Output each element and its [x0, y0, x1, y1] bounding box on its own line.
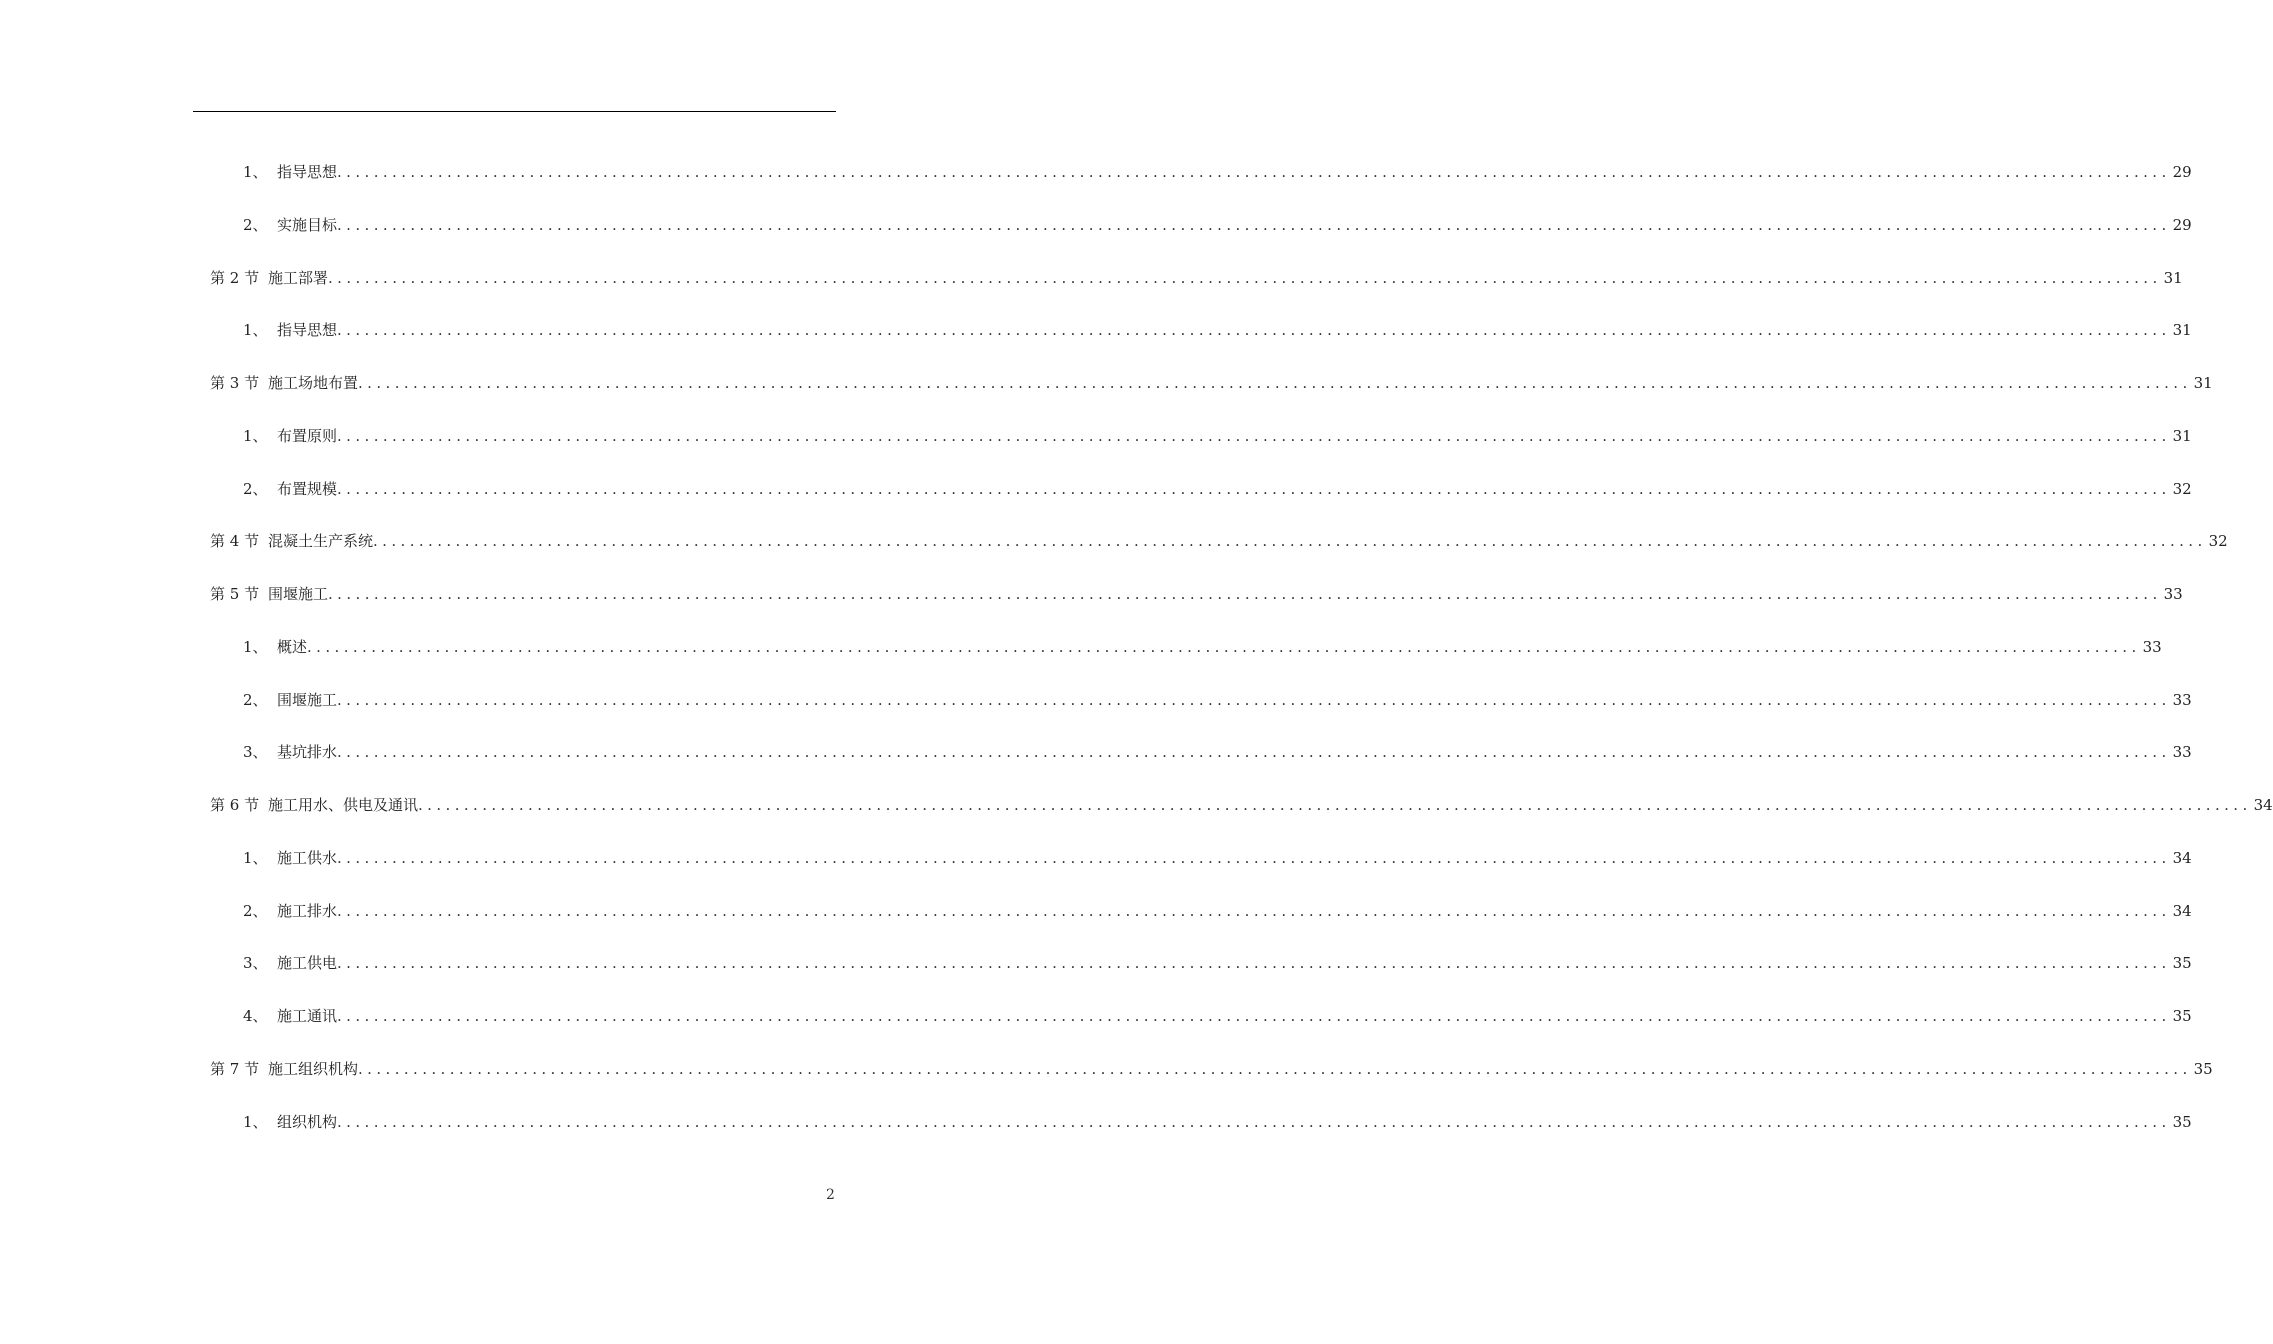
toc-entry-number: 4、 [243, 1007, 268, 1025]
toc-entry-number: 第 7 节 [210, 1060, 260, 1078]
toc-entry[interactable] [243, 897, 2192, 921]
toc-entry-page: 35 [2193, 1060, 2213, 1078]
toc-dot-leader: ........................................................................................................................................................................................................ [337, 954, 2171, 972]
toc-entry[interactable] [210, 264, 2183, 288]
toc-dot-leader: ........................................................................................................................................................................................................ [337, 427, 2171, 445]
toc-entry[interactable] [210, 369, 2213, 393]
toc-entry[interactable] [243, 686, 2192, 710]
toc-entry-number: 1、 [243, 1113, 268, 1131]
toc-dot-leader: ........................................................................................................................................................................................................ [358, 374, 2192, 392]
toc-dot-leader: ........................................................................................................................................................................................................ [337, 216, 2171, 234]
toc-entry-number: 3、 [243, 743, 268, 761]
toc-entry-number: 第 6 节 [210, 796, 260, 814]
toc-entry-number: 第 3 节 [210, 374, 260, 392]
toc-entry-number: 1、 [243, 321, 268, 339]
toc-entry-title: 指导思想 [277, 163, 338, 181]
toc-entry-page: 34 [2172, 902, 2192, 920]
toc-entry[interactable] [243, 1002, 2192, 1026]
toc-entry-page: 29 [2172, 163, 2192, 181]
toc-entry[interactable] [243, 949, 2192, 973]
toc-entry-page: 31 [2193, 374, 2213, 392]
toc-entry-title: 围堰施工 [268, 585, 329, 603]
toc-dot-leader: ........................................................................................................................................................................................................ [418, 796, 2252, 814]
toc-dot-leader: ........................................................................................................................................................................................................ [337, 1007, 2171, 1025]
toc-entry-number: 2、 [243, 902, 268, 920]
toc-entry[interactable] [210, 791, 2273, 815]
toc-entry-page: 35 [2172, 1007, 2192, 1025]
toc-entry[interactable] [210, 580, 2183, 604]
toc-entry-title: 概述 [277, 638, 308, 656]
toc-dot-leader: ........................................................................................................................................................................................................ [337, 321, 2171, 339]
toc-entry-number: 2、 [243, 216, 268, 234]
toc-entry[interactable] [243, 1108, 2192, 1132]
toc-entry-page: 31 [2172, 321, 2192, 339]
toc-entry[interactable] [243, 158, 2192, 182]
toc-entry-title: 施工排水 [277, 902, 338, 920]
toc-dot-leader: ........................................................................................................................................................................................................ [307, 638, 2141, 656]
toc-entry[interactable] [243, 475, 2192, 499]
toc-entry-number: 1、 [243, 849, 268, 867]
toc-entry-number: 2、 [243, 691, 268, 709]
toc-entry[interactable] [243, 316, 2192, 340]
toc-entry-title: 组织机构 [277, 1113, 338, 1131]
toc-dot-leader: ........................................................................................................................................................................................................ [337, 691, 2171, 709]
toc-entry-number: 第 4 节 [210, 532, 260, 550]
toc-entry-title: 指导思想 [277, 321, 338, 339]
toc-entry-page: 31 [2172, 427, 2192, 445]
toc-entry-page: 33 [2163, 585, 2183, 603]
toc-dot-leader: ........................................................................................................................................................................................................ [337, 743, 2171, 761]
toc-dot-leader: ........................................................................................................................................................................................................ [358, 1060, 2192, 1078]
toc-dot-leader: ........................................................................................................................................................................................................ [337, 163, 2171, 181]
toc-entry-number: 1、 [243, 163, 268, 181]
toc-dot-leader: ........................................................................................................................................................................................................ [337, 1113, 2171, 1131]
toc-entry-title: 布置规模 [277, 480, 338, 498]
toc-entry[interactable] [243, 422, 2192, 446]
toc-entry-page: 34 [2253, 796, 2273, 814]
toc-entry-number: 2、 [243, 480, 268, 498]
toc-entry[interactable] [210, 527, 2228, 551]
toc-entry-title: 施工场地布置 [268, 374, 359, 392]
header-rule [193, 111, 836, 112]
toc-entry-page: 33 [2142, 638, 2162, 656]
toc-dot-leader: ........................................................................................................................................................................................................ [337, 480, 2171, 498]
toc-entry-title: 施工通讯 [277, 1007, 338, 1025]
toc-entry[interactable] [210, 1055, 2213, 1079]
toc-entry-title: 基坑排水 [277, 743, 338, 761]
toc-entry-page: 29 [2172, 216, 2192, 234]
toc-entry-number: 第 2 节 [210, 269, 260, 287]
toc-entry-title: 施工供水 [277, 849, 338, 867]
toc-entry-title: 布置原则 [277, 427, 338, 445]
toc-entry-title: 实施目标 [277, 216, 338, 234]
page-number: 2 [826, 1187, 835, 1203]
toc-entry-page: 31 [2163, 269, 2183, 287]
toc-entry-page: 33 [2172, 691, 2192, 709]
toc-dot-leader: ........................................................................................................................................................................................................ [328, 585, 2162, 603]
toc-entry[interactable] [243, 844, 2192, 868]
toc-entry-page: 34 [2172, 849, 2192, 867]
toc-dot-leader: ........................................................................................................................................................................................................ [328, 269, 2162, 287]
toc-entry-title: 施工部署 [268, 269, 329, 287]
toc-entry[interactable] [243, 738, 2192, 762]
toc-entry-page: 33 [2172, 743, 2192, 761]
toc-dot-leader: ........................................................................................................................................................................................................ [337, 849, 2171, 867]
toc-entry-title: 混凝土生产系统 [268, 532, 374, 550]
toc-entry-number: 1、 [243, 427, 268, 445]
toc-dot-leader: ........................................................................................................................................................................................................ [373, 532, 2207, 550]
toc-entry-number: 3、 [243, 954, 268, 972]
toc-entry-number: 第 5 节 [210, 585, 260, 603]
toc-entry-title: 施工供电 [277, 954, 338, 972]
toc-entry-title: 施工用水、供电及通讯 [268, 796, 419, 814]
toc-entry-page: 35 [2172, 954, 2192, 972]
toc-entry-title: 围堰施工 [277, 691, 338, 709]
toc-entry-page: 35 [2172, 1113, 2192, 1131]
toc-entry-page: 32 [2172, 480, 2192, 498]
toc-dot-leader: ........................................................................................................................................................................................................ [337, 902, 2171, 920]
toc-entry-title: 施工组织机构 [268, 1060, 359, 1078]
toc-entry[interactable] [243, 211, 2192, 235]
toc-entry-number: 1、 [243, 638, 268, 656]
toc-entry[interactable] [243, 633, 2162, 657]
toc-entry-page: 32 [2208, 532, 2228, 550]
